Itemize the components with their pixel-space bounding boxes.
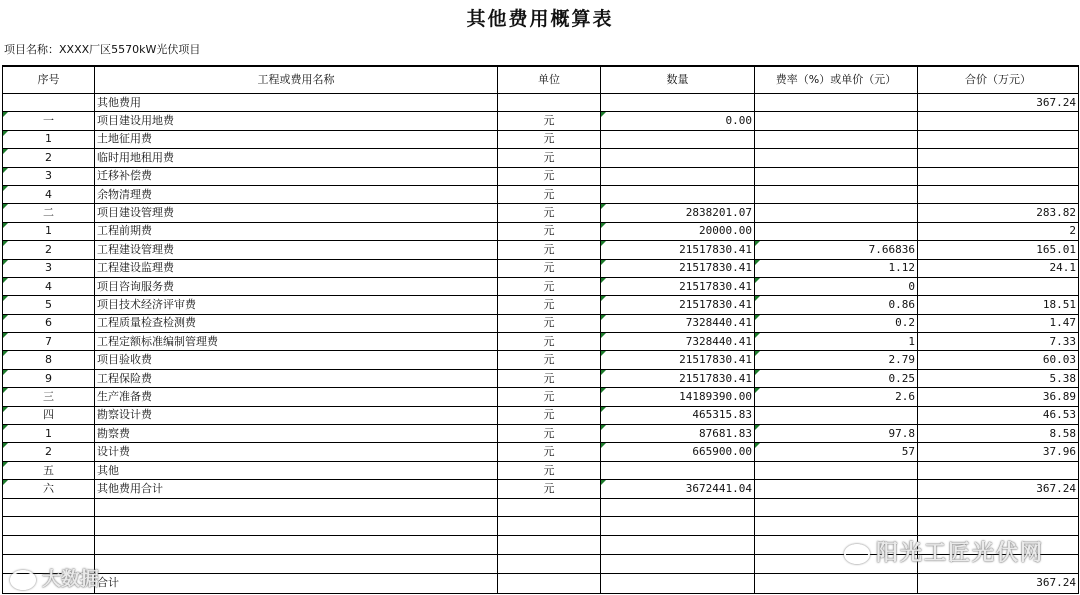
cell-quantity: 14189390.00	[601, 388, 755, 406]
cell-rate	[755, 167, 918, 185]
cell-seq: 3	[3, 259, 95, 277]
cell-quantity: 7328440.41	[601, 333, 755, 351]
table-row	[3, 241, 1079, 259]
cell-total: 165.01	[918, 241, 1079, 259]
cell-quantity: 21517830.41	[601, 369, 755, 387]
cell-rate	[755, 185, 918, 203]
cell-quantity	[601, 94, 755, 112]
cell-quantity: 21517830.41	[601, 296, 755, 314]
table-row	[3, 425, 1079, 443]
page-title: 其他费用概算表	[466, 8, 614, 30]
cell-quantity	[601, 149, 755, 167]
cell-quantity: 7328440.41	[601, 314, 755, 332]
blank-cell	[498, 536, 601, 555]
cell-rate: 2.79	[755, 351, 918, 369]
cell-total: 5.38	[918, 369, 1079, 387]
cell-name: 工程建设监理费	[95, 259, 498, 277]
cell-seq: 2	[3, 443, 95, 461]
table-row	[3, 185, 1079, 203]
cell-rate: 0	[755, 277, 918, 295]
table-row	[3, 130, 1079, 148]
cell-name: 项目咨询服务费	[95, 277, 498, 295]
table-body	[3, 94, 1079, 594]
cell-name: 其他费用合计	[95, 480, 498, 498]
cell-rate: 97.8	[755, 425, 918, 443]
cell-unit: 元	[498, 333, 601, 351]
cell-seq: 7	[3, 333, 95, 351]
table-row	[3, 369, 1079, 387]
cell-rate: 57	[755, 443, 918, 461]
cell-rate	[755, 573, 918, 593]
cell-quantity	[601, 130, 755, 148]
cell-total: 283.82	[918, 204, 1079, 222]
cost-table	[2, 65, 1079, 594]
cell-unit: 元	[498, 425, 601, 443]
cell-name: 项目技术经济评审费	[95, 296, 498, 314]
cell-seq: 5	[3, 296, 95, 314]
cell-rate: 1.12	[755, 259, 918, 277]
cell-rate	[755, 204, 918, 222]
cell-rate	[755, 222, 918, 240]
blank-cell	[755, 498, 918, 517]
cell-total: 7.33	[918, 333, 1079, 351]
blank-cell	[498, 554, 601, 573]
cell-quantity: 20000.00	[601, 222, 755, 240]
cell-rate: 7.66836	[755, 241, 918, 259]
cell-seq: 8	[3, 351, 95, 369]
cell-unit: 元	[498, 443, 601, 461]
cell-quantity: 21517830.41	[601, 351, 755, 369]
cell-total: 36.89	[918, 388, 1079, 406]
blank-cell	[3, 536, 95, 555]
cell-unit: 元	[498, 480, 601, 498]
header-total: 合价（万元）	[918, 66, 1079, 94]
cell-name: 临时用地租用费	[95, 149, 498, 167]
blank-cell	[601, 517, 755, 536]
table-row	[3, 112, 1079, 130]
cell-total: 24.1	[918, 259, 1079, 277]
blank-cell	[601, 554, 755, 573]
blank-row	[3, 498, 1079, 517]
cell-seq: 4	[3, 277, 95, 295]
cell-quantity: 0.00	[601, 112, 755, 130]
cell-quantity: 21517830.41	[601, 277, 755, 295]
cell-unit: 元	[498, 351, 601, 369]
table-row	[3, 204, 1079, 222]
cell-unit	[498, 573, 601, 593]
cell-rate	[755, 149, 918, 167]
cell-seq: 6	[3, 314, 95, 332]
cell-total	[918, 149, 1079, 167]
cell-name: 其他	[95, 461, 498, 479]
cell-rate	[755, 130, 918, 148]
cell-unit: 元	[498, 167, 601, 185]
blank-cell	[95, 554, 498, 573]
cell-seq: 1	[3, 425, 95, 443]
cell-name: 余物清理费	[95, 185, 498, 203]
cell-total: 18.51	[918, 296, 1079, 314]
cell-seq: 二	[3, 204, 95, 222]
cell-seq: 三	[3, 388, 95, 406]
cell-unit: 元	[498, 406, 601, 424]
cell-seq: 一	[3, 112, 95, 130]
cell-quantity	[601, 185, 755, 203]
cell-name: 设计费	[95, 443, 498, 461]
cell-name: 工程保险费	[95, 369, 498, 387]
blank-cell	[95, 498, 498, 517]
cell-name: 其他费用	[95, 94, 498, 112]
watermark-left	[10, 564, 99, 591]
cell-quantity: 465315.83	[601, 406, 755, 424]
table-row	[3, 333, 1079, 351]
cell-rate: 0.25	[755, 369, 918, 387]
cell-seq	[3, 94, 95, 112]
header-name: 工程或费用名称	[95, 66, 498, 94]
blank-row	[3, 517, 1079, 536]
cell-name: 工程建设管理费	[95, 241, 498, 259]
cell-seq: 1	[3, 130, 95, 148]
cell-total	[918, 167, 1079, 185]
cell-unit	[498, 94, 601, 112]
cell-total: 367.24	[918, 94, 1079, 112]
cell-seq: 四	[3, 406, 95, 424]
cell-total	[918, 112, 1079, 130]
cell-unit: 元	[498, 388, 601, 406]
cell-rate	[755, 480, 918, 498]
cell-seq: 3	[3, 167, 95, 185]
cell-name: 合计	[95, 573, 498, 593]
table-row	[3, 277, 1079, 295]
table-row	[3, 443, 1079, 461]
cell-total: 367.24	[918, 573, 1079, 593]
blank-cell	[498, 517, 601, 536]
watermark-right-text: 阳光工匠光伏网	[875, 541, 1044, 566]
cell-rate: 0.86	[755, 296, 918, 314]
project-name-label: 项目名称：XXXX厂区5570kW光伏项目	[4, 43, 201, 56]
watermark-left-text: 大数据	[42, 568, 100, 590]
blank-cell	[918, 498, 1079, 517]
cell-total	[918, 130, 1079, 148]
header-quantity: 数量	[601, 66, 755, 94]
cell-rate: 2.6	[755, 388, 918, 406]
blank-cell	[918, 517, 1079, 536]
cell-total	[918, 185, 1079, 203]
cell-quantity: 665900.00	[601, 443, 755, 461]
cell-total: 8.58	[918, 425, 1079, 443]
blank-cell	[95, 517, 498, 536]
table-row	[3, 94, 1079, 112]
table-row	[3, 149, 1079, 167]
cell-rate	[755, 112, 918, 130]
cell-seq: 4	[3, 185, 95, 203]
cell-rate: 1	[755, 333, 918, 351]
table-header-row	[3, 66, 1079, 94]
cell-unit: 元	[498, 369, 601, 387]
table-row	[3, 259, 1079, 277]
cell-rate	[755, 406, 918, 424]
cell-name: 勘察费	[95, 425, 498, 443]
cell-total: 1.47	[918, 314, 1079, 332]
cell-rate	[755, 94, 918, 112]
cloud-icon	[10, 570, 36, 590]
cell-total: 60.03	[918, 351, 1079, 369]
cell-name: 土地征用费	[95, 130, 498, 148]
table-row	[3, 167, 1079, 185]
cell-quantity: 3672441.04	[601, 480, 755, 498]
table-row	[3, 314, 1079, 332]
cell-name: 勘察设计费	[95, 406, 498, 424]
cell-total	[918, 461, 1079, 479]
cell-unit: 元	[498, 204, 601, 222]
cell-quantity	[601, 461, 755, 479]
blank-cell	[601, 498, 755, 517]
cell-name: 生产准备费	[95, 388, 498, 406]
cell-unit: 元	[498, 241, 601, 259]
cell-name: 工程前期费	[95, 222, 498, 240]
cell-quantity: 87681.83	[601, 425, 755, 443]
total-row	[3, 573, 1079, 593]
table-row	[3, 351, 1079, 369]
header-seq: 序号	[3, 66, 95, 94]
cell-seq: 五	[3, 461, 95, 479]
cell-total	[918, 277, 1079, 295]
watermark-right	[844, 536, 1044, 567]
table-row	[3, 406, 1079, 424]
cell-name: 项目建设管理费	[95, 204, 498, 222]
cell-name: 项目建设用地费	[95, 112, 498, 130]
cell-total: 46.53	[918, 406, 1079, 424]
blank-cell	[3, 517, 95, 536]
wechat-icon	[844, 544, 870, 564]
cell-quantity: 2838201.07	[601, 204, 755, 222]
cell-unit: 元	[498, 277, 601, 295]
cell-unit: 元	[498, 296, 601, 314]
cell-seq: 2	[3, 241, 95, 259]
blank-cell	[601, 536, 755, 555]
cell-name: 项目验收费	[95, 351, 498, 369]
cell-unit: 元	[498, 314, 601, 332]
header-rate: 费率（%）或单价（元）	[755, 66, 918, 94]
table-row	[3, 480, 1079, 498]
cell-seq: 六	[3, 480, 95, 498]
cell-name: 工程定额标准编制管理费	[95, 333, 498, 351]
cell-quantity: 21517830.41	[601, 259, 755, 277]
blank-cell	[498, 498, 601, 517]
cell-quantity	[601, 167, 755, 185]
cell-unit: 元	[498, 185, 601, 203]
table-row	[3, 296, 1079, 314]
cell-unit: 元	[498, 259, 601, 277]
cell-rate: 0.2	[755, 314, 918, 332]
cell-unit: 元	[498, 130, 601, 148]
cell-unit: 元	[498, 112, 601, 130]
cell-seq: 9	[3, 369, 95, 387]
blank-cell	[755, 517, 918, 536]
header-unit: 单位	[498, 66, 601, 94]
cell-unit: 元	[498, 222, 601, 240]
table-row	[3, 388, 1079, 406]
cell-quantity: 21517830.41	[601, 241, 755, 259]
cell-rate	[755, 461, 918, 479]
cell-seq: 1	[3, 222, 95, 240]
blank-cell	[3, 498, 95, 517]
cell-seq: 2	[3, 149, 95, 167]
cell-quantity	[601, 573, 755, 593]
cell-unit: 元	[498, 461, 601, 479]
cell-total: 2	[918, 222, 1079, 240]
table-row	[3, 461, 1079, 479]
cell-total: 37.96	[918, 443, 1079, 461]
cell-total: 367.24	[918, 480, 1079, 498]
table-row	[3, 222, 1079, 240]
cell-name: 迁移补偿费	[95, 167, 498, 185]
blank-cell	[95, 536, 498, 555]
cell-name: 工程质量检查检测费	[95, 314, 498, 332]
cell-unit: 元	[498, 149, 601, 167]
